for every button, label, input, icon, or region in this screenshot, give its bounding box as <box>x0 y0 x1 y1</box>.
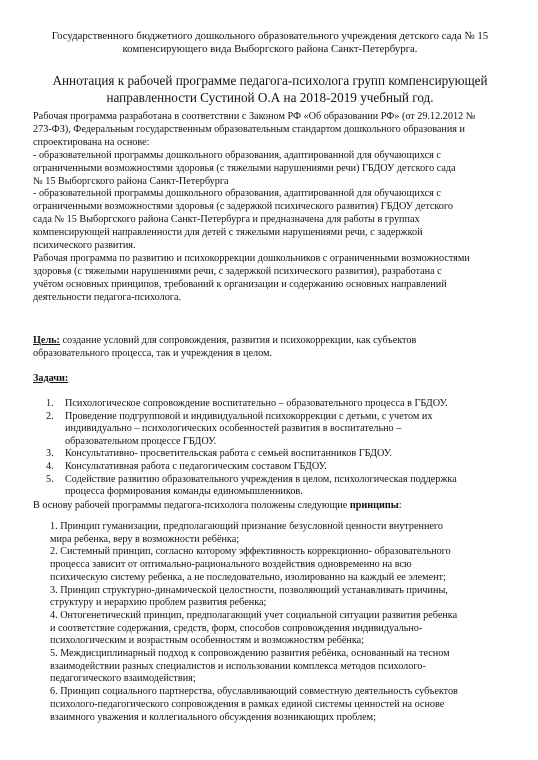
principle-text: структуру и иерархию проблем развития ребенка; <box>50 597 267 609</box>
intro-line: 273-ФЗ), Федеральным государственным образовательным стандартом дошкольного образования и <box>33 123 465 135</box>
principle-text: процесса зависит от оптимально-рационального воздействия одновременно на всю <box>50 559 412 571</box>
task-text: Психологическое сопровождение воспитательно – образовательного процесса в ГБДОУ. <box>65 398 448 409</box>
principle-item <box>50 610 490 648</box>
task-number: 2. <box>46 410 54 422</box>
task-text: Проведение подгрупповой и индивидуальной психокоррекции с детьми, с учетом их <box>65 410 433 422</box>
goal-label: Цель: <box>33 335 60 346</box>
task-text: Консультативная работа с педагогическим составом ГБДОУ. <box>65 461 327 473</box>
task-item <box>33 448 509 461</box>
task-text: Консультативно- просветительская работа с семьей воспитанников ГБДОУ. <box>65 448 392 460</box>
task-number: 4. <box>46 461 54 473</box>
task-number: 1. <box>46 398 54 409</box>
task-text: индивидуально – психологических особенностей развития в воспитательно – <box>65 423 402 435</box>
principle-item <box>50 686 490 724</box>
task-item <box>33 411 509 449</box>
title-line: направленности Сустиной О.А на 2018-2019 учебный год. <box>106 90 434 105</box>
intro-line: ограниченными возможностями здоровья (с тяжелыми нарушениями речи) ГБДОУ детского сада <box>33 162 456 174</box>
principle-item <box>50 585 490 610</box>
principle-text: педагогического взаимодействия; <box>50 673 196 685</box>
principle-text: 3. Принцип структурно-динамической целостности, позволяющий устанавливать причины, <box>50 584 448 596</box>
principle-item <box>50 648 490 686</box>
principle-text: мира ребенка, веру в возможности ребёнка; <box>50 533 240 545</box>
principle-text: психическую систему ребенка, а не последовательно, изолированно на каждый ее элемент; <box>50 571 446 583</box>
goal-paragraph <box>33 335 509 361</box>
header-line: компенсирующего вида Выборгского района Санкт-Петербурга. <box>122 42 418 55</box>
principles-intro-text: В основу рабочей программы педагога-психолога положены следующие <box>33 500 350 511</box>
principles-intro <box>33 500 509 513</box>
principle-text: психолого-педагогического сопровождения в рамках единой системы ценностей на основе <box>50 698 445 710</box>
principle-text: и соответствие содержания, средств, форм, способов сопровождения индивидуально- <box>50 622 423 634</box>
institution-header <box>40 30 500 55</box>
intro-line: ограниченными возможностями здоровья (с задержкой психического развития) ГБДОУ детского <box>33 201 453 213</box>
intro-line: компенсирующей направленности для детей с тяжелыми нарушениями речи, с задержкой <box>33 227 423 239</box>
goal-text: образовательного процесса, так и учреждения в целом. <box>33 347 272 359</box>
header-line: Государственного бюджетного дошкольного образовательного учреждения детского сада № 15 <box>51 30 489 42</box>
intro-line: Рабочая программа разработана в соответствии с Законом РФ «Об образовании РФ» (от 29.12.2012 № <box>33 111 476 122</box>
task-text: Содействие развитию образовательного учреждения в целом, психологическая поддержка <box>65 473 457 485</box>
intro-line: № 15 Выборгского района Санкт-Петербурга <box>33 175 229 187</box>
intro-line: здоровья (с тяжелыми нарушениями речи, с задержкой психического развития), разработана с <box>33 265 442 277</box>
intro-line: - образовательной программы дошкольного образования, адаптированной для обучающихся с <box>33 149 441 161</box>
task-number: 3. <box>46 448 54 460</box>
intro-line: учётом основных принципов, требований к организации и содержанию основных направлений <box>33 278 447 290</box>
title-line: Аннотация к рабочей программе педагога-психолога групп компенсирующей <box>52 73 488 88</box>
principles-keyword: принципы <box>349 500 399 511</box>
task-text: образовательном процессе ГБДОУ. <box>65 435 217 447</box>
task-item <box>33 474 509 499</box>
intro-line: деятельности педагога-психолога. <box>33 291 182 303</box>
tasks-heading: Задачи: <box>33 373 69 384</box>
principle-text: 2. Системный принцип, согласно которому эффективность коррекционно- образовательного <box>50 546 451 558</box>
task-item <box>33 398 509 411</box>
goal-text: создание условий для сопровождения, развития и психокоррекции, как субъектов <box>59 335 417 346</box>
intro-line: - образовательной программы дошкольного образования, адаптированной для обучающихся с <box>33 188 441 200</box>
principle-text: 6. Принцип социального партнерства, обуславливающий совместную деятельность субъектов <box>50 686 458 698</box>
intro-line: Рабочая программа по развитию и психокоррекции дошкольников с ограниченными возможностями <box>33 252 470 264</box>
intro-line: сада № 15 Выборгского района Санкт-Петербурга и предназначена для работы в группах <box>33 214 420 226</box>
task-item <box>33 461 509 474</box>
intro-paragraph <box>33 111 509 305</box>
intro-line: спроектирована на основе: <box>33 136 150 148</box>
principle-text: 4. Онтогенетический принцип, предполагающий учет социальной ситуации развития ребенка <box>50 609 458 621</box>
principle-text: психологическим и возрастным особенностям и возможностям ребёнка; <box>50 635 365 647</box>
principle-text: 1. Принцип гуманизации, предполагающий признание безусловной ценности внутреннего <box>50 521 443 532</box>
principle-item <box>50 546 490 584</box>
principles-intro-colon: : <box>398 500 402 511</box>
tasks-heading-row <box>33 373 509 386</box>
principle-text: взаимодействии разных специалистов и использовании комплекса методов психолого- <box>50 660 426 672</box>
principle-text: 5. Междисциплинарный подход к сопровождению развития ребёнка, основанный на тесном <box>50 648 450 660</box>
principle-item <box>50 521 490 546</box>
task-number: 5. <box>46 473 54 485</box>
intro-line: психического развития. <box>33 240 136 252</box>
principles-list <box>50 521 490 724</box>
task-text: процесса формирования команды единомышленников. <box>65 486 303 498</box>
document-title <box>32 72 508 106</box>
tasks-list <box>33 398 509 499</box>
principle-text: взаимного уважения и коллегиального обсуждения возникающих проблем; <box>50 711 376 723</box>
